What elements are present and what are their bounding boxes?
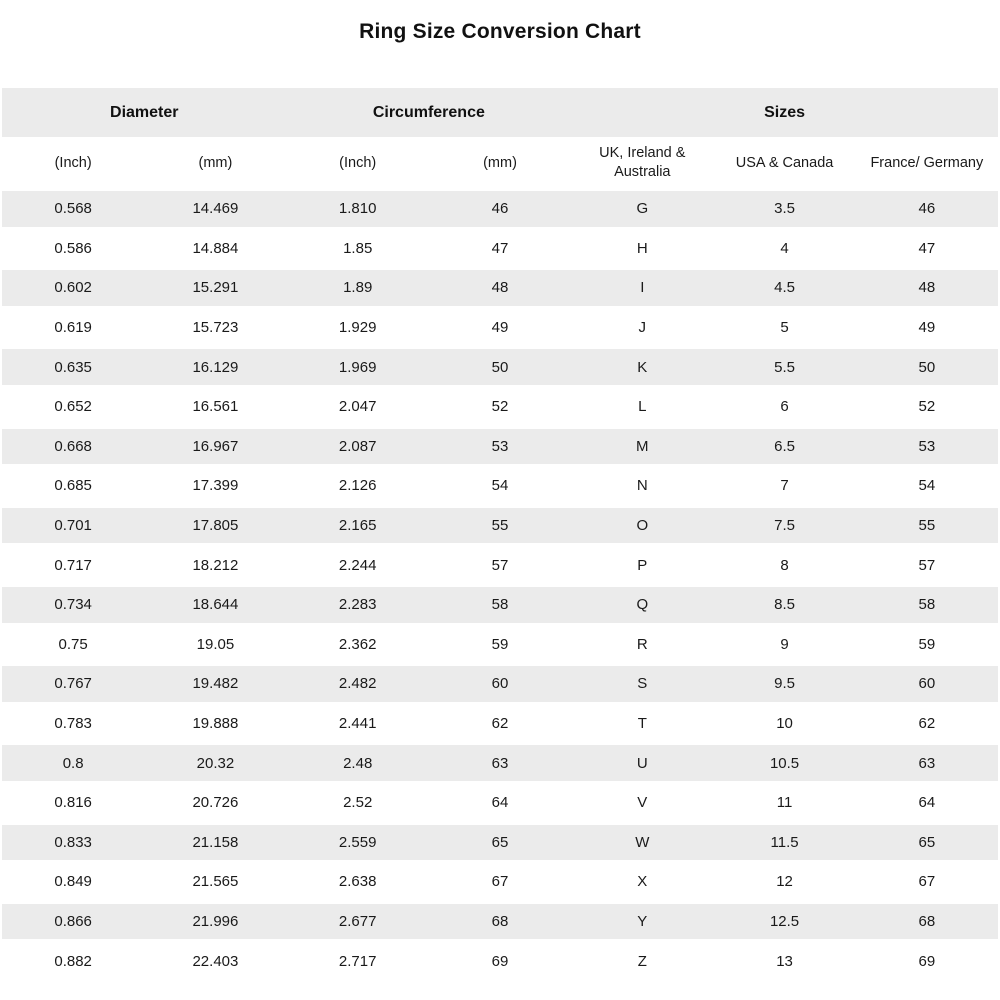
table-cell: U (636, 754, 648, 772)
table-cell: 9.5 (774, 675, 795, 693)
table-cell: 21.158 (192, 833, 239, 851)
table-cell: 47 (918, 239, 936, 257)
table-cell: Z (637, 952, 647, 970)
table-cell: 54 (491, 477, 509, 495)
table-row (2, 466, 998, 506)
table-cell: 14.884 (192, 239, 239, 257)
table-row (2, 308, 998, 348)
table-cell: 2.717 (338, 952, 377, 970)
table-cell: 4.5 (774, 279, 795, 297)
table-row (2, 664, 998, 704)
table-cell: 0.652 (54, 398, 92, 416)
table-cell: 0.619 (54, 319, 92, 337)
column-header-circumference-inch: (Inch) (339, 154, 377, 171)
table-cell: T (637, 715, 647, 733)
table-cell: 19.888 (192, 715, 239, 733)
table-cell: 62 (491, 715, 509, 733)
table-cell: 1.929 (338, 319, 377, 337)
table-cell: 0.717 (54, 556, 92, 574)
table-cell: 3.5 (774, 200, 795, 218)
table-cell: I (640, 279, 645, 297)
table-cell: 68 (491, 912, 509, 930)
table-cell: 0.849 (54, 873, 92, 891)
table-row (2, 704, 998, 744)
table-cell: O (636, 517, 649, 535)
table-cell: 59 (918, 635, 936, 653)
table-cell: 11 (776, 794, 793, 812)
table-cell: 0.816 (54, 794, 92, 812)
table-cell: 69 (491, 952, 509, 970)
table-row (2, 585, 998, 625)
table-cell: 0.833 (54, 833, 92, 851)
table-cell: 13 (776, 952, 793, 970)
table-cell: 49 (918, 319, 936, 337)
table-cell: 16.561 (192, 398, 239, 416)
group-header-row (2, 88, 998, 137)
table-cell: 0.882 (54, 952, 92, 970)
table-row (2, 427, 998, 467)
table-cell: 67 (491, 873, 509, 891)
table-cell: 7 (780, 477, 789, 495)
table-cell: 63 (491, 754, 509, 772)
table-cell: K (637, 358, 648, 376)
table-cell: 19.05 (196, 635, 235, 653)
table-cell: 2.48 (343, 754, 373, 772)
table-cell: 53 (918, 437, 936, 455)
table-row (2, 941, 998, 981)
table-cell: 17.399 (192, 477, 239, 495)
table-cell: S (637, 675, 648, 693)
column-header-usa-canada: USA & Canada (735, 154, 834, 171)
group-header-circumference: Circumference (372, 103, 485, 121)
table-cell: 8.5 (774, 596, 795, 614)
table-cell: Q (636, 596, 649, 614)
table-cell: 2.559 (338, 833, 377, 851)
table-cell: 16.967 (192, 437, 239, 455)
table-cell: P (637, 556, 648, 574)
table-cell: G (636, 200, 649, 218)
table-cell: 62 (918, 715, 936, 733)
table-cell: 14.469 (192, 200, 239, 218)
table-cell: 0.767 (54, 675, 92, 693)
table-cell: 48 (918, 279, 936, 297)
table-row (2, 783, 998, 823)
table-cell: 2.165 (338, 517, 377, 535)
table-cell: 18.644 (192, 596, 239, 614)
table-row (2, 268, 998, 308)
table-cell: 53 (491, 437, 509, 455)
table-cell: 0.783 (54, 715, 92, 733)
table-cell: 2.482 (338, 675, 377, 693)
table-cell: 6.5 (774, 437, 795, 455)
table-row (2, 743, 998, 783)
table-cell: J (638, 319, 647, 337)
table-cell: 50 (918, 358, 936, 376)
table-row (2, 506, 998, 546)
table-cell: 16.129 (192, 358, 239, 376)
table-cell: 58 (491, 596, 509, 614)
table-cell: N (636, 477, 648, 495)
table-row (2, 545, 998, 585)
table-cell: Y (637, 912, 648, 930)
table-cell: 20.726 (192, 794, 239, 812)
column-header-diameter-inch: (Inch) (54, 154, 92, 171)
table-cell: 52 (491, 398, 509, 416)
table-cell: 21.996 (192, 912, 239, 930)
table-row (2, 823, 998, 863)
table-row (2, 862, 998, 902)
table-cell: 18.212 (192, 556, 239, 574)
table-cell: 48 (491, 279, 509, 297)
table-cell: 69 (918, 952, 936, 970)
table-cell: V (637, 794, 648, 812)
table-cell: M (636, 437, 649, 455)
table-cell: 2.283 (338, 596, 377, 614)
table-cell: X (637, 873, 648, 891)
table-cell: 2.441 (338, 715, 377, 733)
table-cell: 6 (780, 398, 789, 416)
table-cell: 12 (776, 873, 793, 891)
table-cell: 0.75 (58, 635, 88, 653)
table-cell: 67 (918, 873, 936, 891)
table-cell: 1.810 (338, 200, 377, 218)
table-cell: 10 (776, 715, 793, 733)
table-cell: 47 (491, 239, 509, 257)
table-cell: L (638, 398, 647, 416)
table-cell: 1.85 (343, 239, 373, 257)
table-cell: 46 (491, 200, 509, 218)
table-cell: 58 (918, 596, 936, 614)
table-cell: 0.568 (54, 200, 92, 218)
table-row (2, 189, 998, 229)
table-cell: 1.89 (343, 279, 373, 297)
table-cell: 55 (918, 517, 936, 535)
table-cell: 9 (780, 635, 789, 653)
table-cell: 52 (918, 398, 936, 416)
table-cell: 0.685 (54, 477, 92, 495)
table-cell: 49 (491, 319, 509, 337)
table-cell: 1.969 (338, 358, 377, 376)
table-cell: 55 (491, 517, 509, 535)
table-cell: 15.291 (192, 279, 239, 297)
table-cell: 0.866 (54, 912, 92, 930)
table-cell: 8 (780, 556, 789, 574)
table-cell: 19.482 (192, 675, 239, 693)
table-row (2, 347, 998, 387)
table-cell: 65 (918, 833, 936, 851)
table-cell: 2.087 (338, 437, 377, 455)
table-cell: 0.668 (54, 437, 92, 455)
table-cell: 65 (491, 833, 509, 851)
table-cell: 5 (780, 319, 789, 337)
table-cell: 0.701 (54, 517, 92, 535)
table-cell: 2.638 (338, 873, 377, 891)
table-cell: 54 (918, 477, 936, 495)
table-cell: 2.362 (338, 635, 377, 653)
table-cell: 20.32 (196, 754, 235, 772)
table-cell: 11.5 (770, 833, 799, 851)
table-cell: 60 (491, 675, 509, 693)
table-cell: 0.734 (54, 596, 92, 614)
table-cell: 7.5 (774, 517, 795, 535)
table-cell: 10.5 (769, 754, 800, 772)
table-cell: 2.52 (343, 794, 373, 812)
table-cell: 2.126 (338, 477, 377, 495)
column-header-diameter-mm: (mm) (198, 154, 233, 171)
table-cell: 0.8 (62, 754, 84, 772)
table-cell: 46 (918, 200, 936, 218)
table-row (2, 387, 998, 427)
page-title: Ring Size Conversion Chart (359, 20, 641, 43)
ring-size-conversion-table (2, 88, 998, 981)
table-cell: 63 (918, 754, 936, 772)
table-cell: 60 (918, 675, 936, 693)
table-cell: 4 (780, 239, 789, 257)
column-header-france-germany: France/ Germany (870, 154, 984, 171)
table-cell: 64 (491, 794, 509, 812)
column-header-circumference-mm: (mm) (483, 154, 517, 171)
table-cell: 57 (491, 556, 509, 574)
table-cell: H (636, 239, 648, 257)
table-cell: 5.5 (774, 358, 795, 376)
column-header-row (2, 137, 998, 189)
table-cell: 2.244 (338, 556, 377, 574)
table-cell: 64 (918, 794, 936, 812)
group-header-diameter: Diameter (110, 103, 179, 121)
group-header-sizes: Sizes (764, 103, 806, 121)
table-row (2, 902, 998, 942)
table-cell: W (635, 833, 650, 851)
table-cell: 50 (491, 358, 509, 376)
table-cell: 0.602 (54, 279, 92, 297)
column-header-uk-ireland-australia: UK, Ireland & Australia (599, 145, 686, 180)
table-cell: 21.565 (192, 873, 239, 891)
table-cell: 0.635 (54, 358, 92, 376)
table-cell: 22.403 (192, 952, 239, 970)
table-cell: 2.047 (338, 398, 377, 416)
table-cell: 2.677 (338, 912, 377, 930)
table-body (2, 189, 998, 981)
table-cell: 68 (918, 912, 936, 930)
table-cell: 59 (491, 635, 509, 653)
table-cell: 0.586 (54, 239, 92, 257)
table-row (2, 625, 998, 665)
table-row (2, 229, 998, 269)
table-cell: R (636, 635, 648, 653)
table-cell: 17.805 (192, 517, 239, 535)
table-cell: 15.723 (192, 319, 239, 337)
table-cell: 57 (918, 556, 936, 574)
table-cell: 12.5 (769, 912, 800, 930)
